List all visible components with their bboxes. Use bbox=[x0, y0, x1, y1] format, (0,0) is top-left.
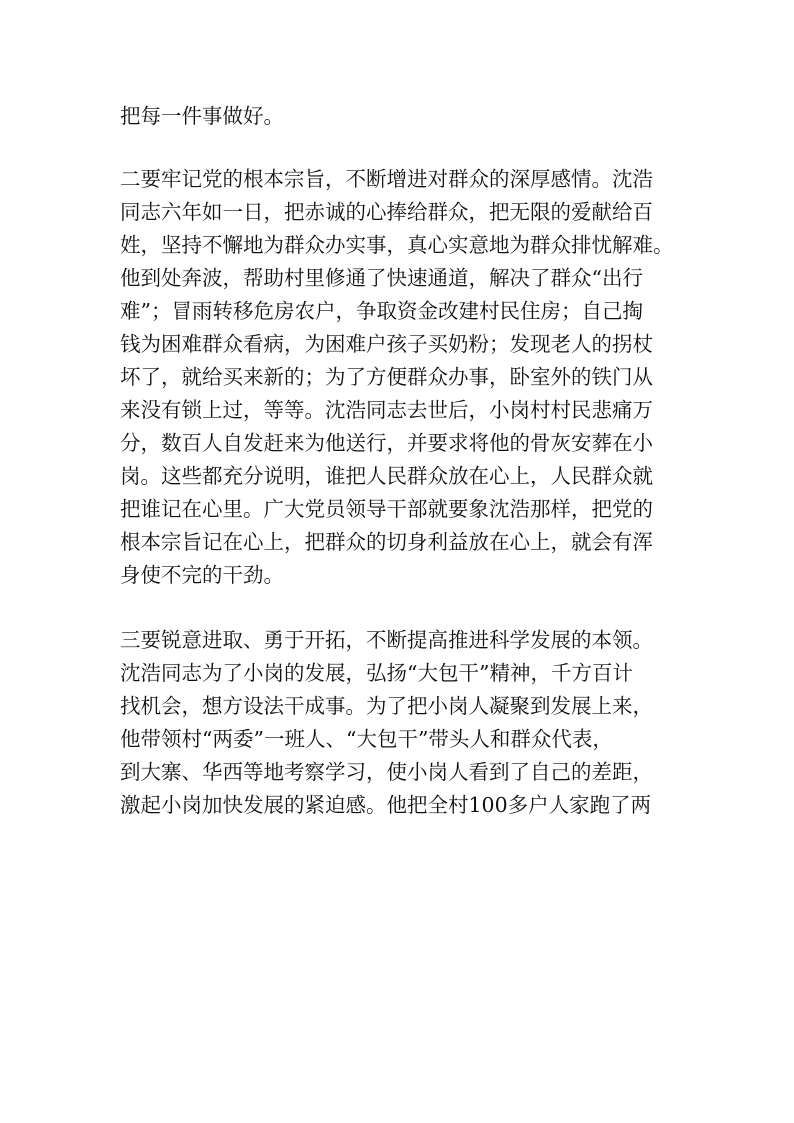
text-line: 激起小岗加快发展的紧迫感。他把全村100多户人家跑了两 bbox=[120, 793, 652, 817]
text-line: 找机会，想方设法干成事。为了把小岗人凝聚到发展上来， bbox=[120, 694, 653, 718]
text-line: 把谁记在心里。广大党员领导干部就要象沈浩那样，把党的 bbox=[120, 497, 653, 521]
text-line: 他到处奔波，帮助村里修通了快速通道，解决了群众“出行 bbox=[120, 266, 643, 290]
text-line: 把每一件事做好。 bbox=[120, 104, 284, 128]
text-line: 分，数百人自发赶来为他送行，并要求将他的骨灰安葬在小 bbox=[120, 431, 653, 455]
text-line: 根本宗旨记在心上，把群众的切身利益放在心上，就会有浑 bbox=[120, 530, 653, 554]
text-line: 身使不完的干劲。 bbox=[120, 563, 284, 587]
text-line: 姓，坚持不懈地为群众办实事，真心实意地为群众排忧解难。 bbox=[120, 233, 674, 257]
text-line: 岗。这些都充分说明，谁把人民群众放在心上，人民群众就 bbox=[120, 464, 653, 488]
text-line: 同志六年如一日，把赤诚的心捧给群众，把无限的爱献给百 bbox=[120, 200, 653, 224]
text-line: 三要锐意进取、勇于开拓，不断提高推进科学发展的本领。 bbox=[120, 628, 653, 652]
text-line: 他带领村“两委”一班人、“大包干”带头人和群众代表， bbox=[120, 727, 613, 751]
text-line: 到大寨、华西等地考察学习，使小岗人看到了自己的差距， bbox=[120, 760, 653, 784]
text-line: 难”；冒雨转移危房农户，争取资金改建村民住房；自己掏 bbox=[120, 299, 643, 323]
text-line: 钱为困难群众看病，为困难户孩子买奶粉；发现老人的拐杖 bbox=[120, 332, 653, 356]
text-line: 来没有锁上过，等等。沈浩同志去世后，小岗村村民悲痛万 bbox=[120, 398, 653, 422]
text-line: 沈浩同志为了小岗的发展，弘扬“大包干”精神，千方百计 bbox=[120, 661, 633, 685]
text-line: 坏了，就给买来新的；为了方便群众办事，卧室外的铁门从 bbox=[120, 365, 653, 389]
text-line: 二要牢记党的根本宗旨，不断增进对群众的深厚感情。沈浩 bbox=[120, 167, 653, 191]
